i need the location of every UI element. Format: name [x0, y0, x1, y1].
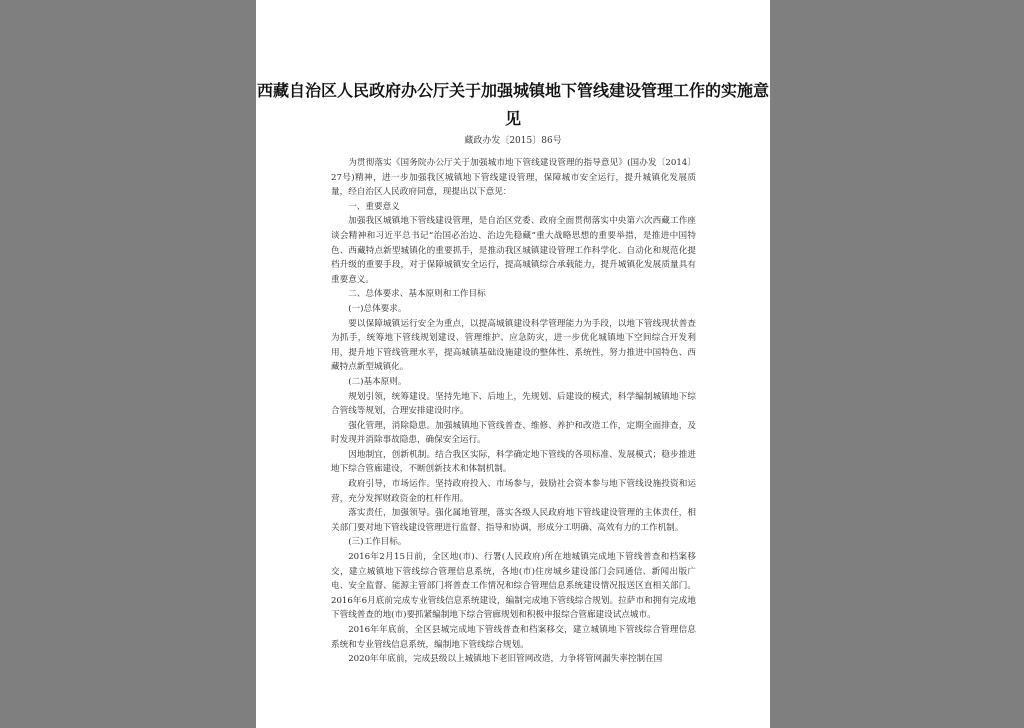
- paragraph: 政府引导，市场运作。坚持政府投入、市场参与，鼓励社会资本参与地下管线设施投资和运营，充分发挥财政资金的杠杆作用。: [331, 479, 696, 504]
- subsection-heading-1: (一)总体要求。: [348, 303, 407, 314]
- paragraph: 2020年年底前，完成县级以上城镇地下老旧管网改造，力争将管网漏失率控制在国: [348, 654, 663, 665]
- section-heading-1: 一、重要意义: [348, 201, 400, 212]
- paragraph: 规划引领，统筹建设。坚持先地下、后地上，先规划、后建设的模式，科学编制城镇地下综合管线等规划，合理安排建设时序。: [331, 391, 696, 417]
- paragraph: 2016年2月15日前，全区地(市)、行署(人民政府)所在地城镇完成地下管线普查和档案移交，建立城镇地下管线综合管理信息系统，各地(市)住房城乡建设部门会同通信、新闻出版广电、安全监督、能源主管部门将普查工作情况和综合管理信息系统建设情况报送区直相关部门。2016年6月底前完成专业管线信息系统建设，编制完成地下管线综合规划。拉萨市和拥有完成地下管线普查的地(市)要抓紧编制地下综合管廊规划和积极申报综合管廊建设试点城市。: [331, 552, 696, 621]
- subsection-heading-3: (三)工作目标。: [348, 537, 407, 548]
- paragraph-intro: 为贯彻落实《国务院办公厅关于加强城市地下管线建设管理的指导意见》(国办发〔2014〕27号)精神，进一步加强我区城镇地下管线建设管理，保障城市安全运行，提升城镇化发展质量，经自治区人民政府同意，现提出以下意见：: [331, 158, 696, 198]
- paragraph: 强化管理，消除隐患。加强城镇地下管线普查、维修、养护和改造工作，定期全面排查，及时发现并消除事故隐患，确保安全运行。: [331, 420, 696, 446]
- document-title: 西藏自治区人民政府办公厅关于加强城镇地下管线建设管理工作的实施意见: [256, 81, 769, 128]
- subsection-heading-2: (二)基本原则。: [348, 376, 407, 387]
- document-number: 藏政办发〔2015〕86号: [464, 136, 562, 146]
- paragraph: 加强我区城镇地下管线建设管理，是自治区党委、政府全面贯彻落实中央第六次西藏工作座谈会精神和习近平总书记“治国必治边、治边先稳藏”重大战略思想的重要举措，是推进中国特色、西藏特点新型城镇化的重要抓手，是推动我区城镇建设管理工作科学化、自动化和规范化提档升级的重要手段，对于保障城镇安全运行，提高城镇综合承载能力，提升城镇化发展质量具有重要意义。: [331, 216, 696, 285]
- paragraph: 落实责任，加强领导。强化属地管理，落实各级人民政府地下管线建设管理的主体责任，相关部门要对地下管线建设管理进行监督、指导和协调，形成分工明确、高效有力的工作机制。: [331, 508, 696, 533]
- paragraph: 要以保障城镇运行安全为重点，以提高城镇建设科学管理能力为手段，以地下管线现状普查为抓手，统筹地下管线规划建设、管理维护、应急防灾，进一步优化城镇地下空间综合开发利用，提升地下管线管理水平，提高城镇基础设施建设的整体性、系统性，努力推进中国特色、西藏特点新型城镇化。: [331, 318, 696, 373]
- document-page: [256, 0, 770, 728]
- document-body: [331, 156, 696, 667]
- paragraph: 因地制宜，创新机制。结合我区实际，科学确定地下管线的各项标准、发展模式；稳步推进地下综合管廊建设，不断创新技术和体制机制。: [331, 449, 696, 475]
- section-heading-2: 二、总体要求、基本原则和工作目标: [348, 289, 486, 300]
- paragraph: 2016年年底前，全区县城完成地下管线普查和档案移交，建立城镇地下管线综合管理信息系统和专业管线信息系统，编制地下管线综合规划。: [331, 625, 696, 650]
